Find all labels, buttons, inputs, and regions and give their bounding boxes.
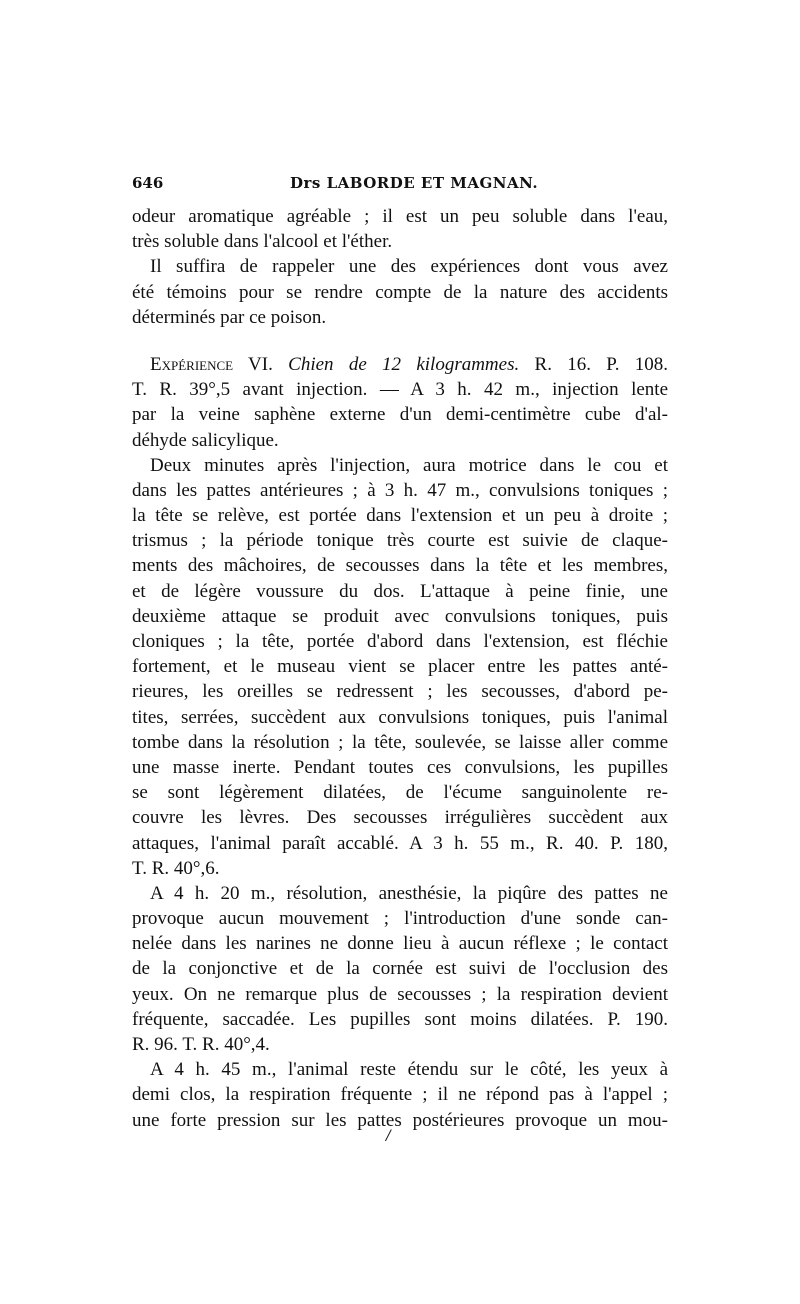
text-line: deuxième attaque se produit avec convulsions toniques, puis	[132, 605, 668, 627]
running-head-title: Drs LABORDE ET MAGNAN.	[290, 174, 539, 192]
text-line: demi clos, la respiration fréquente ; il ne répond pas à l'appel ;	[132, 1084, 668, 1106]
paragraph-2	[132, 254, 668, 330]
text-line: odeur aromatique agréable ; il est un peu soluble dans l'eau,	[132, 206, 668, 227]
text-line: rieures, les oreilles se redressent ; les secousses, d'abord pe-	[132, 681, 668, 703]
text-line: nelée dans les narines ne donne lieu à aucun réflexe ; le contact	[132, 933, 668, 955]
text-line: de la conjonctive et de la cornée est suivi de l'occlusion des	[132, 958, 668, 980]
text-line: A 4 h. 45 m., l'animal reste étendu sur le côté, les yeux à	[150, 1059, 668, 1081]
text-line: se sont légèrement dilatées, de l'écume sanguinolente re-	[132, 782, 668, 804]
experiment-label: Expérience VI.	[150, 353, 273, 375]
text-line: attaques, l'animal paraît accablé. A 3 h. 55 m., R. 40. P. 180,	[132, 832, 668, 854]
observation-paragraph-3	[132, 1057, 668, 1133]
text-line: Deux minutes après l'injection, aura motrice dans le cou et	[150, 454, 668, 476]
text-line: la tête se relève, est portée dans l'extension et un peu à droite ;	[132, 505, 668, 527]
running-head	[132, 174, 668, 196]
text-line: trismus ; la période tonique très courte est suivie de claque-	[132, 530, 668, 552]
observation-paragraph-2	[132, 881, 668, 1057]
experiment-first-line	[132, 352, 668, 377]
text-line: Il suffira de rappeler une des expériences dont vous avez	[150, 256, 668, 278]
text-line: été témoins pour se rendre compte de la nature des accidents	[132, 281, 668, 303]
text-line: A 4 h. 20 m., résolution, anesthésie, la piqûre des pattes ne	[150, 882, 668, 904]
text-line: couvre les lèvres. Des secousses irrégulières succèdent aux	[132, 807, 668, 829]
text-line: dans les pattes antérieures ; à 3 h. 47 m., convulsions toniques ;	[132, 479, 668, 501]
text-line: par la veine saphène externe d'un demi-centimètre cube d'al-	[132, 404, 668, 426]
text-line: déterminés par ce poison.	[132, 306, 327, 328]
experiment-vitals: R. 16. P. 108.	[534, 353, 669, 375]
text-line: ments des mâchoires, de secousses dans la tête et les membres,	[132, 555, 668, 577]
section-gap	[132, 330, 668, 352]
footer-mark: /	[386, 1128, 391, 1144]
text-line: T. R. 39°,5 avant injection. — A 3 h. 42 m., injection lente	[132, 379, 668, 401]
text-line: très soluble dans l'alcool et l'éther.	[132, 231, 393, 253]
experiment-subject: Chien de 12 kilogrammes.	[288, 353, 520, 375]
body-text	[132, 204, 668, 1133]
observation-paragraph-1	[132, 453, 668, 881]
text-line: une masse inerte. Pendant toutes ces convulsions, les pupilles	[132, 756, 668, 778]
text-line: déhyde salicylique.	[132, 429, 279, 451]
text-line: une forte pression sur les pattes postérieures provoque un mou-	[132, 1109, 668, 1131]
page-number: 646	[132, 174, 164, 192]
text-line: et de légère voussure du dos. L'attaque à peine finie, une	[132, 580, 668, 602]
text-line: fréquente, saccadée. Les pupilles sont moins dilatées. P. 190.	[132, 1008, 668, 1030]
text-line: yeux. On ne remarque plus de secousses ; la respiration devient	[132, 983, 668, 1005]
text-line: R. 96. T. R. 40°,4.	[132, 1034, 270, 1055]
text-line: fortement, et le museau vient se placer entre les pattes anté-	[132, 656, 668, 678]
text-line: tombe dans la résolution ; la tête, soulevée, se laisse aller comme	[132, 731, 668, 753]
text-line: tites, serrées, succèdent aux convulsions toniques, puis l'animal	[132, 706, 668, 728]
text-line: cloniques ; la tête, portée d'abord dans l'extension, est fléchie	[132, 631, 668, 652]
text-line: T. R. 40°,6.	[132, 857, 220, 879]
experiment-paragraph	[132, 352, 668, 453]
text-line: provoque aucun mouvement ; l'introduction d'une sonde can-	[132, 908, 668, 930]
paragraph-1	[132, 204, 668, 254]
